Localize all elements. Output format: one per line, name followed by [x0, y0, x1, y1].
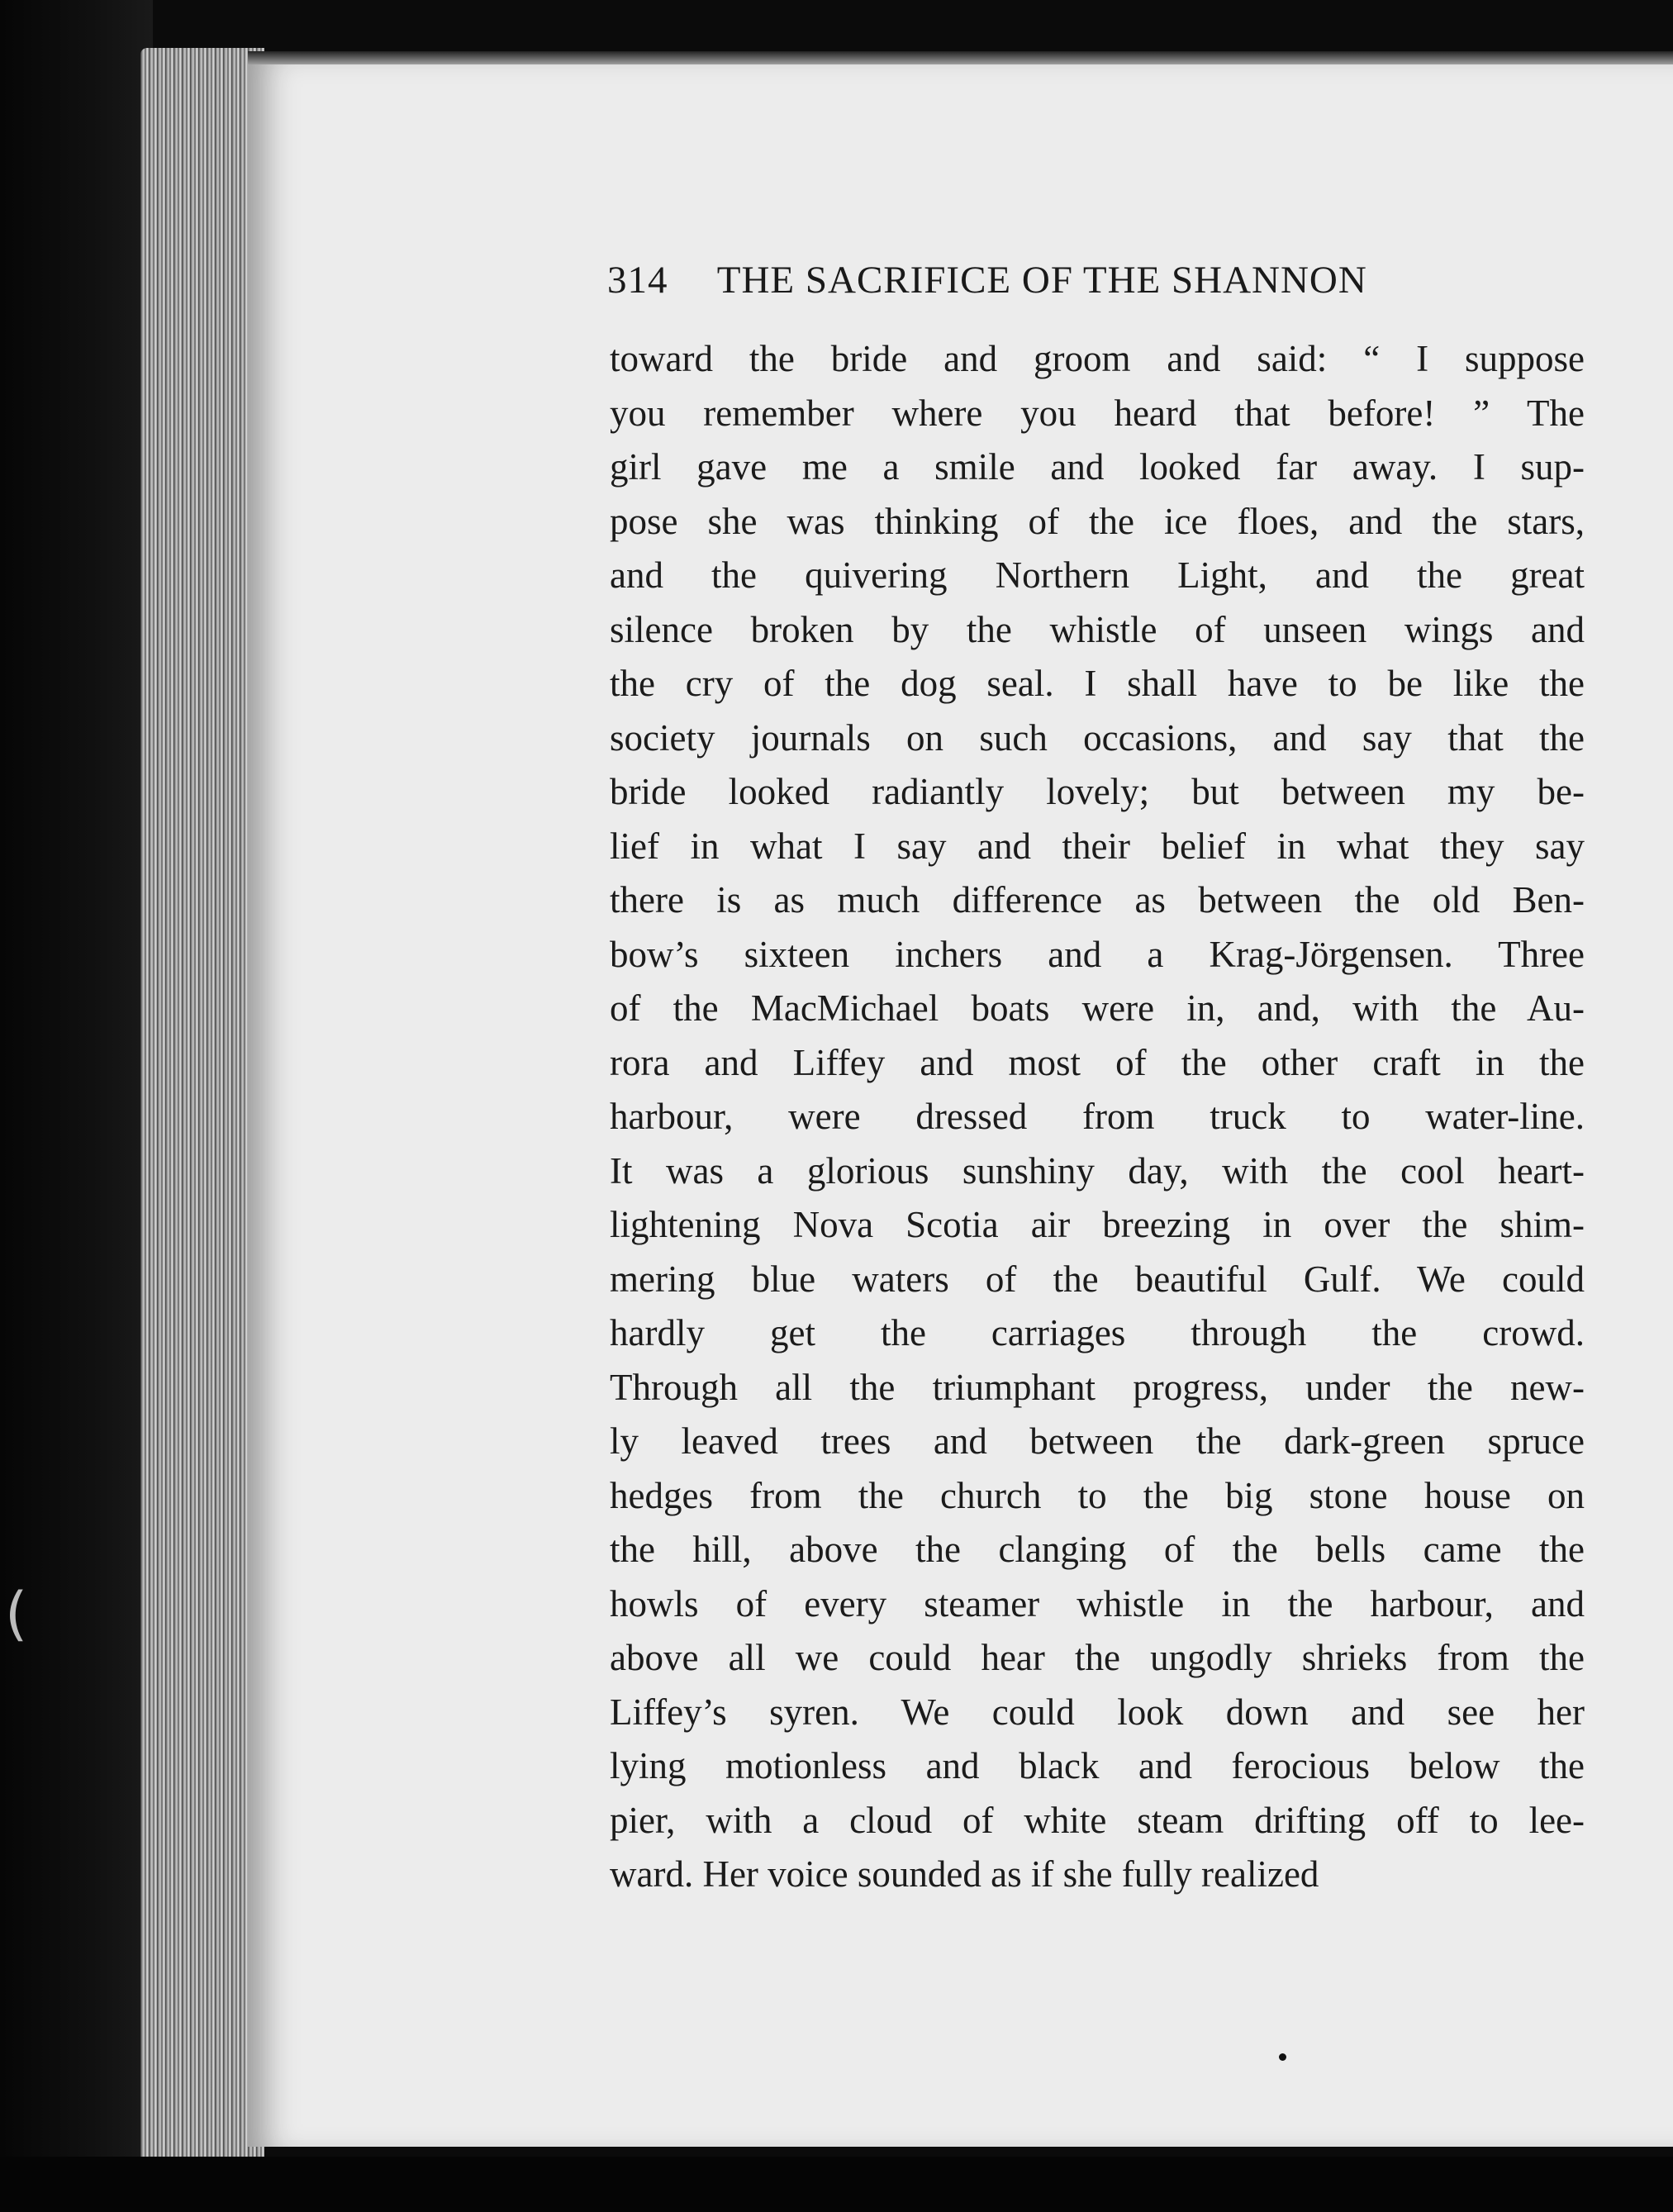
text-line: girl gave me a smile and looked far away. I sup- [610, 446, 1585, 488]
text-line: pose she was thinking of the ice floes, and the stars, [610, 500, 1585, 542]
text-line: and the quivering Northern Light, and the great [610, 554, 1585, 596]
text-line: society journals on such occasions, and say that the [610, 716, 1585, 759]
text-line: ly leaved trees and between the dark-green spruce [610, 1420, 1585, 1462]
text-line: toward the bride and groom and said: “ I suppose [610, 338, 1585, 379]
text-line: the hill, above the clanging of the bells came the [610, 1529, 1585, 1570]
text-line: It was a glorious sunshiny day, with the cool heart- [610, 1149, 1585, 1192]
text-line: hedges from the church to the big stone house on [610, 1474, 1585, 1516]
text-line: Through all the triumphant progress, under the new- [610, 1366, 1585, 1408]
scan-background-left [0, 0, 153, 2212]
ink-speck [1279, 2053, 1286, 2061]
book-page-edges [140, 48, 264, 2163]
text-line: rora and Liffey and most of the other craft in the [610, 1041, 1585, 1083]
text-line: the cry of the dog seal. I shall have to be like the [610, 663, 1585, 704]
text-line: hardly get the carriages through the crowd. [610, 1312, 1585, 1353]
text-line: silence broken by the whistle of unseen wings and [610, 608, 1585, 650]
text-line: howls of every steamer whistle in the harbour, and [610, 1582, 1585, 1625]
text-line: pier, with a cloud of white steam drifting off to lee- [610, 1799, 1585, 1841]
scan-background-bottom [0, 2157, 1673, 2212]
text-line: above all we could hear the ungodly shrieks from the [610, 1637, 1585, 1678]
text-line: ward. Her voice sounded as if she fully realized [610, 1853, 1319, 1895]
running-title: THE SACRIFICE OF THE SHANNON [716, 259, 1367, 302]
text-line: mering blue waters of the beautiful Gulf. We could [610, 1258, 1585, 1300]
text-line: bride looked radiantly lovely; but between my be- [610, 771, 1585, 812]
page-header [607, 258, 1582, 307]
text-line: lief in what I say and their belief in what they say [610, 825, 1585, 867]
text-line: of the MacMichael boats were in, and, with the Au- [610, 987, 1585, 1029]
text-line: you remember where you heard that before! ” The [610, 392, 1585, 434]
body-text [610, 332, 1585, 1902]
text-line: lying motionless and black and ferocious below the [610, 1745, 1585, 1786]
text-line: there is as much difference as between the old Ben- [610, 879, 1585, 920]
page-number: 314 [607, 259, 668, 302]
text-line: harbour, were dressed from truck to water-line. [610, 1096, 1585, 1137]
text-line: Liffey’s syren. We could look down and see her [610, 1691, 1585, 1733]
margin-mark: ( [5, 1580, 28, 1648]
text-line: bow’s sixteen inchers and a Krag-Jörgensen. Three [610, 933, 1585, 975]
text-line: lightening Nova Scotia air breezing in over the shim- [610, 1204, 1585, 1245]
